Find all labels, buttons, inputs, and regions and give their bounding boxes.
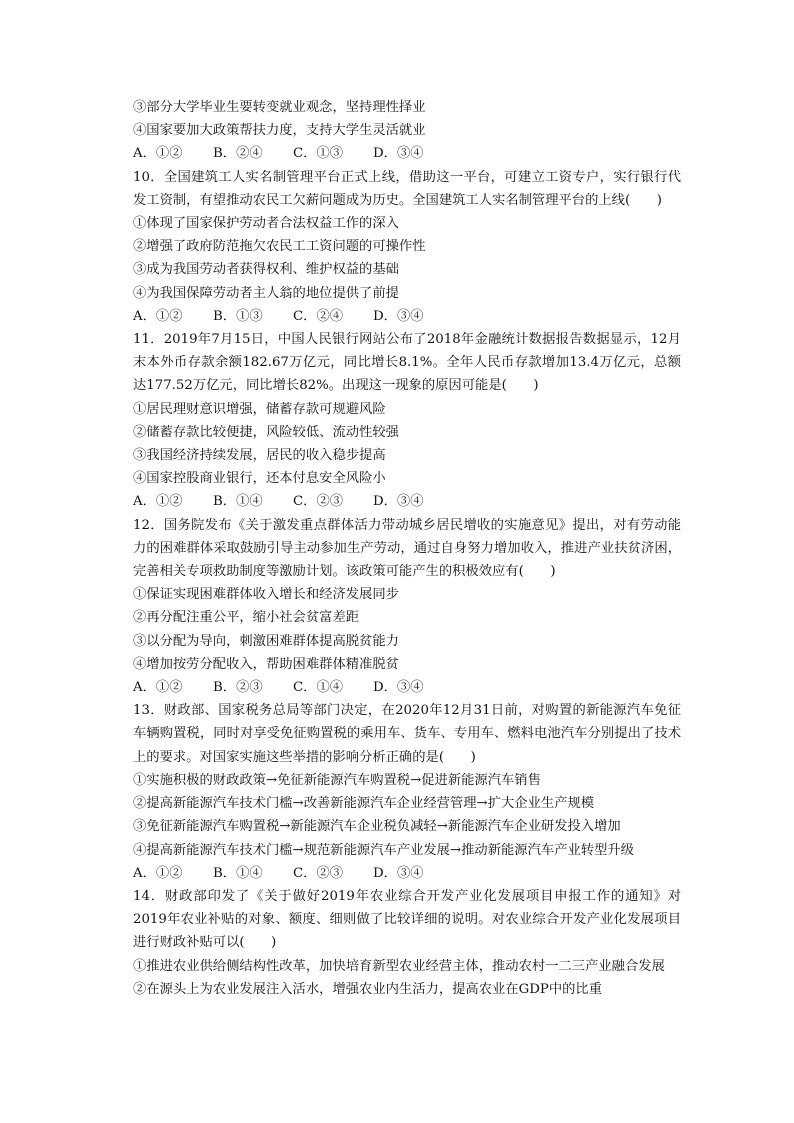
choice-item: ④国家要加大政策帮扶力度，支持大学生灵活就业 <box>133 123 426 139</box>
option-b: B．①④ <box>213 865 263 881</box>
option-a: A．①② <box>133 146 183 162</box>
option-d: D．③④ <box>373 146 424 162</box>
answer-options <box>133 862 681 885</box>
option-b: B．②④ <box>213 146 263 162</box>
choice-item: ④为我国保障劳动者主人翁的地位提供了前提 <box>133 285 399 301</box>
question-stem: 12．国务院发布《关于激发重点群体活力带动城乡居民增收的实施意见》提出，对有劳动能力的困难群体采取鼓励引导主动参加生产劳动，通过自身努力增加收入，推进产业扶贫济困，完善相关专项救助制度等激励计划。该政策可能产生的积极效应有( ) <box>133 517 681 580</box>
option-d: D．③④ <box>373 494 424 510</box>
question-14 <box>133 885 681 1001</box>
answer-options <box>133 490 681 513</box>
choice-item: ③免征新能源汽车购置税→新能源汽车企业税负减轻→新能源汽车企业研发投入增加 <box>133 819 621 835</box>
choice-item: ①体现了国家保护劳动者合法权益工作的深入 <box>133 216 399 232</box>
question-11 <box>133 328 681 514</box>
choice-item: ②提高新能源汽车技术门槛→改善新能源汽车企业经营管理→扩大企业生产规模 <box>133 796 595 812</box>
choice-item: ③部分大学毕业生要转变就业观念，坚持理性择业 <box>133 100 426 115</box>
choice-item: ②在源头上为农业发展注入活水，增强农业内生活力，提高农业在GDP中的比重 <box>133 981 603 997</box>
answer-options <box>133 305 681 328</box>
choice-item: ③成为我国劳动者获得权利、维护权益的基础 <box>133 262 399 278</box>
option-c: C．②③ <box>293 865 344 881</box>
choice-item: ③以分配为导向，刺激困难群体提高脱贫能力 <box>133 633 399 649</box>
choice-item: ②增强了政府防范拖欠农民工工资问题的可操作性 <box>133 239 426 255</box>
answer-options <box>133 142 681 165</box>
option-d: D．③④ <box>373 680 424 696</box>
choice-item: ③我国经济持续发展，居民的收入稳步提高 <box>133 448 386 464</box>
choice-item: ①保证实现困难群体收入增长和经济发展同步 <box>133 587 399 603</box>
option-d: D．③④ <box>373 308 424 324</box>
option-b: B．①④ <box>213 494 263 510</box>
prev-question <box>133 96 681 166</box>
option-c: C．②③ <box>293 494 344 510</box>
question-13 <box>133 699 681 885</box>
choice-item: ④增加按劳分配收入，帮助困难群体精准脱贫 <box>133 656 399 672</box>
question-10 <box>133 166 681 328</box>
question-stem: 14．财政部印发了《关于做好2019年农业综合开发产业化发展项目申报工作的通知》对2019年农业补贴的对象、额度、细则做了比较详细的说明。对农业综合开发产业化发展项目进行财政补贴可以( ) <box>133 888 681 951</box>
question-stem: 13．财政部、国家税务总局等部门决定，在2020年12月31日前，对购置的新能源汽车免征车辆购置税，同时对享受免征购置税的乘用车、货车、专用车、燃料电池汽车分别提出了技术上的要求。对国家实施这些举措的影响分析正确的是( ) <box>133 703 681 765</box>
option-a: A．①② <box>133 494 183 510</box>
option-c: C．①④ <box>293 680 344 696</box>
choice-item: ①推进农业供给侧结构性改革，加快培育新型农业经营主体，推动农村一二三产业融合发展 <box>133 958 665 974</box>
option-c: C．②④ <box>293 308 344 324</box>
option-b: B．②③ <box>213 680 263 696</box>
option-a: A．①② <box>133 680 183 696</box>
option-a: A．①② <box>133 865 183 881</box>
option-c: C．①③ <box>293 146 344 162</box>
answer-options <box>133 676 681 699</box>
choice-item: ①居民理财意识增强，储蓄存款可规避风险 <box>133 401 386 417</box>
question-stem: 11．2019年7月15日，中国人民银行网站公布了2018年金融统计数据报告数据显示，12月末本外币存款余额182.67万亿元，同比增长8.1%。全年人民币存款增加13.4万亿元，总额达177.52万亿元，同比增长82%。出现这一现象的原因可能是( ) <box>133 332 681 394</box>
question-stem: 10．全国建筑工人实名制管理平台正式上线，借助这一平台，可建立工资专户，实行银行代发工资制，有望推动农民工欠薪问题成为历史。全国建筑工人实名制管理平台的上线( ) <box>133 169 681 208</box>
choice-item: ④国家控股商业银行，还本付息安全风险小 <box>133 471 386 487</box>
choice-item: ②储蓄存款比较便捷，风险较低、流动性较强 <box>133 424 399 440</box>
option-b: B．①③ <box>213 308 263 324</box>
option-a: A．①② <box>133 308 183 324</box>
choice-item: ②再分配注重公平，缩小社会贫富差距 <box>133 610 360 626</box>
choice-item: ④提高新能源汽车技术门槛→规范新能源汽车产业发展→推动新能源汽车产业转型升级 <box>133 842 634 858</box>
exam-page <box>133 96 681 1001</box>
option-d: D．③④ <box>373 865 424 881</box>
choice-item: ①实施积极的财政政策→免征新能源汽车购置税→促进新能源汽车销售 <box>133 772 541 788</box>
question-12 <box>133 514 681 700</box>
